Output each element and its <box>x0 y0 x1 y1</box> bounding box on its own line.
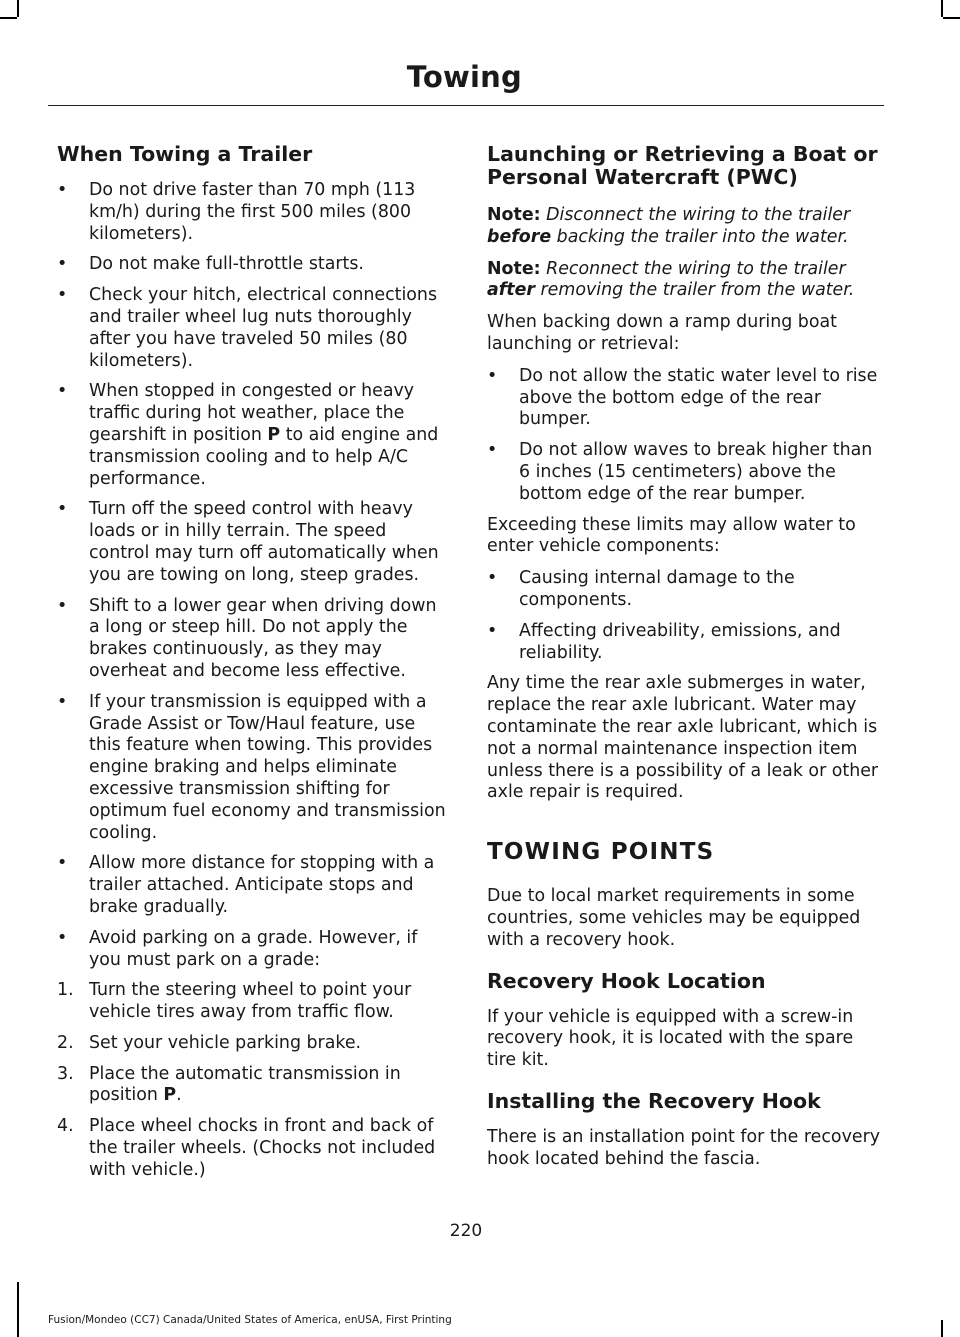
step-number: 4. <box>57 1116 74 1137</box>
list-item <box>57 928 449 972</box>
crop-mark-top-left <box>17 0 19 17</box>
list-item <box>487 621 882 665</box>
trailer-bullet-list <box>57 180 449 971</box>
crop-mark-bottom-left <box>17 1282 19 1337</box>
note-emphasis: after <box>487 280 535 301</box>
note-text: Disconnect the wiring to the trailer <box>540 205 851 225</box>
crop-mark-top-left-h <box>0 17 17 19</box>
step-item <box>57 980 449 1024</box>
list-item-text: Do not allow the static water level to rise above the bottom edge of the rear bumper. <box>519 365 878 430</box>
bullet-marker: • <box>57 595 68 616</box>
step-item <box>57 1033 449 1055</box>
ramp-intro: When backing down a ramp during boat launching or retrieval: <box>487 312 837 354</box>
bullet-marker: • <box>57 927 68 948</box>
bullet-marker: • <box>487 620 498 641</box>
note-text: removing the trailer from the water. <box>535 280 855 301</box>
step-number: 1. <box>57 980 74 1001</box>
components-bullet-list <box>487 568 882 664</box>
section-heading-towing-points: TOWING POINTS <box>487 839 715 866</box>
note-label: Note: <box>487 205 541 225</box>
bullet-marker: • <box>487 440 498 461</box>
list-item-text: Do not allow waves to break higher than 6 inches (15 centimeters) above the bottom edge of the rear bumper. <box>519 440 873 504</box>
section-heading-boat-launch: Launching or Retrieving a Boat or Personal Watercraft (PWC) <box>487 142 878 189</box>
list-item-text: Allow more distance for stopping with a trailer attached. Anticipate stops and brake gradually. <box>89 853 435 917</box>
bullet-marker: • <box>57 381 68 402</box>
parking-steps-list <box>57 980 449 1181</box>
list-item <box>487 366 882 431</box>
note-text: backing the trailer into the water. <box>551 226 849 247</box>
list-item <box>57 499 449 586</box>
list-item <box>487 440 882 505</box>
list-item-text: Causing internal damage to the components. <box>519 568 795 610</box>
exceed-limits-text: Exceeding these limits may allow water to enter vehicle components: <box>487 514 856 557</box>
crop-mark-top-right <box>941 0 943 17</box>
section-heading-install-hook: Installing the Recovery Hook <box>487 1088 821 1113</box>
note-reconnect <box>487 259 882 303</box>
bullet-marker: • <box>57 853 68 874</box>
list-item <box>57 180 449 245</box>
bullet-marker: • <box>487 568 498 589</box>
page-header-title: Towing <box>406 60 522 94</box>
crop-mark-bottom-right <box>941 1320 943 1337</box>
step-text: Place wheel chocks in front and back of the trailer wheels. (Chocks not included with vehicle.) <box>89 1116 436 1180</box>
towing-points-text: Due to local market requirements in some countries, some vehicles may be equipped with a recovery hook. <box>487 886 861 950</box>
page-number: 220 <box>449 1221 483 1241</box>
note-text: Reconnect the wiring to the trailer <box>540 258 846 279</box>
step-number: 3. <box>57 1063 74 1084</box>
step-text: Turn the steering wheel to point your vehicle tires away from traffic flow. <box>89 980 412 1023</box>
note-emphasis: before <box>487 226 552 247</box>
list-item-text: If your transmission is equipped with a Grade Assist or Tow/Haul feature, use this feature when towing. This provides engine braking and helps eliminate excessive transmission shifting for optimum fuel economy and transmission cooling. <box>89 691 446 843</box>
bullet-marker: • <box>57 285 68 306</box>
list-item <box>57 692 449 845</box>
hook-location-text: If your vehicle is equipped with a screw-in recovery hook, it is located with the spare tire kit. <box>487 1006 854 1071</box>
step-item <box>57 1064 449 1108</box>
list-item <box>57 254 449 276</box>
step-text: . <box>176 1085 182 1106</box>
step-text: Set your vehicle parking brake. <box>89 1032 362 1053</box>
step-number: 2. <box>57 1032 74 1053</box>
list-item-text: Do not drive faster than 70 mph (113 km/h) during the first 500 miles (800 kilometers). <box>89 180 416 244</box>
section-heading-towing-trailer: When Towing a Trailer <box>57 142 313 166</box>
ramp-bullet-list <box>487 366 882 506</box>
list-item <box>57 853 449 918</box>
gear-position-label: P <box>267 424 281 445</box>
list-item-text: Turn off the speed control with heavy loads or in hilly terrain. The speed control may turn off automatically when you are towing on long, steep grades. <box>89 499 439 585</box>
section-heading-hook-location: Recovery Hook Location <box>487 968 766 993</box>
right-column <box>487 143 882 1181</box>
footer-edition-text: Fusion/Mondeo (CC7) Canada/United States of America, enUSA, First Printing <box>48 1314 452 1326</box>
list-item <box>57 381 449 490</box>
list-item <box>57 285 449 372</box>
list-item <box>57 596 449 683</box>
install-hook-text: There is an installation point for the recovery hook located behind the fascia. <box>487 1126 881 1169</box>
list-item-text: to aid engine and transmission cooling and to help A/C performance. <box>89 424 439 489</box>
list-item-text: Affecting driveability, emissions, and reliability. <box>519 620 841 663</box>
list-item <box>487 568 882 612</box>
bullet-marker: • <box>487 365 498 386</box>
list-item-text: Shift to a lower gear when driving down a long or steep hill. Do not apply the brakes continuously, as they may overheat and become less effective. <box>89 595 437 681</box>
header-divider <box>48 105 884 106</box>
bullet-marker: • <box>57 499 68 520</box>
left-column <box>57 143 449 1191</box>
step-text: Place the automatic transmission in position <box>89 1063 401 1106</box>
bullet-marker: • <box>57 691 68 712</box>
list-item-text: Avoid parking on a grade. However, if you must park on a grade: <box>89 927 418 970</box>
crop-mark-top-right-h <box>943 17 960 19</box>
note-disconnect <box>487 205 882 249</box>
list-item-text: Do not make full-throttle starts. <box>89 254 364 275</box>
note-label: Note: <box>487 258 541 279</box>
rear-axle-text: Any time the rear axle submerges in water, replace the rear axle lubricant. Water may contaminate the rear axle lubricant, which is not a normal maintenance inspection item unless there is a possibility of a leak or other axle repair is required. <box>487 673 879 803</box>
list-item-text: Check your hitch, electrical connections and trailer wheel lug nuts thoroughly after you have traveled 50 miles (80 kilometers). <box>89 285 438 371</box>
step-item <box>57 1116 449 1181</box>
gear-position-label: P <box>163 1085 177 1106</box>
bullet-marker: • <box>57 254 68 275</box>
bullet-marker: • <box>57 180 68 200</box>
list-item-text: When stopped in congested or heavy traffic during hot weather, place the gearshift in position <box>89 381 415 445</box>
